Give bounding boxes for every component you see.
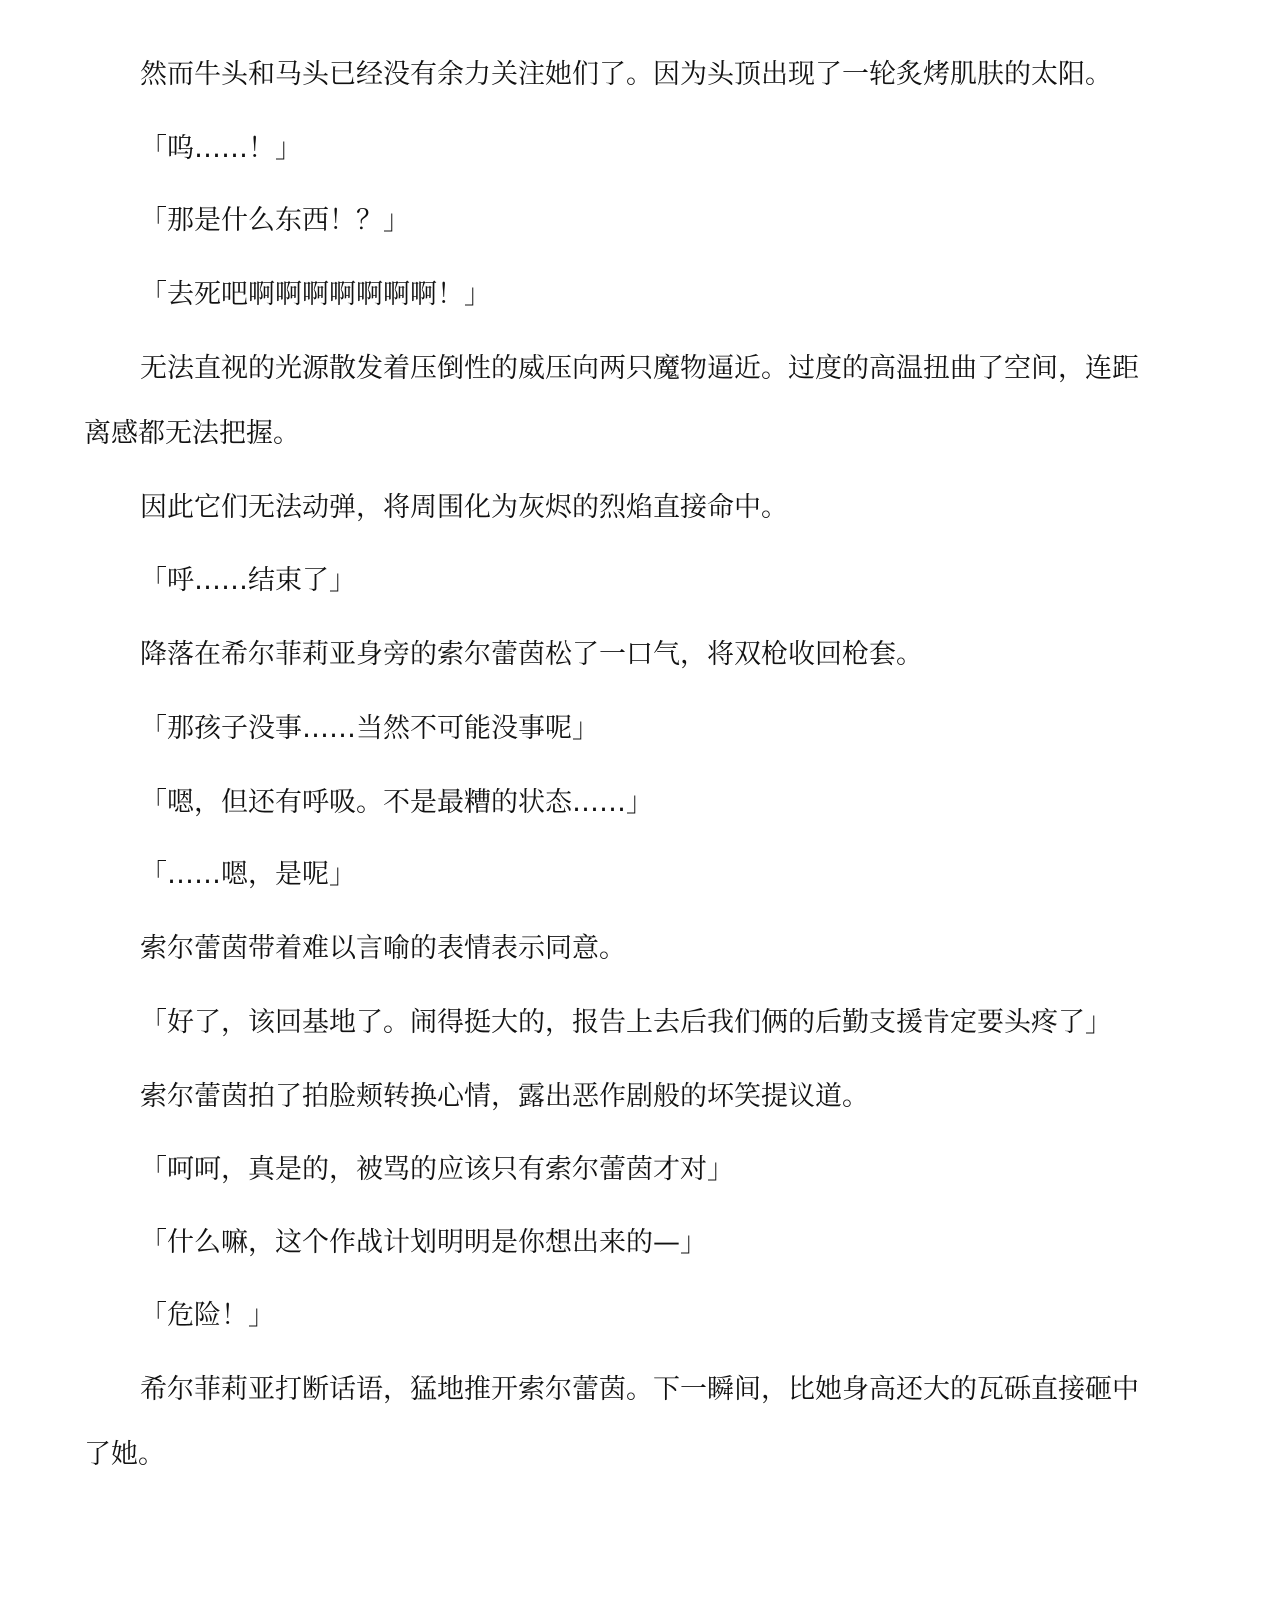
dialogue-line: 「呵呵，真是的，被骂的应该只有索尔蕾茵才对」 xyxy=(140,1154,734,1185)
paragraph-line: 索尔蕾茵拍了拍脸颊转换心情，露出恶作剧般的坏笑提议道。 xyxy=(140,1081,869,1112)
dialogue-line: 「危险！」 xyxy=(140,1300,275,1331)
paragraph-line: 降落在希尔菲莉亚身旁的索尔蕾茵松了一口气，将双枪收回枪套。 xyxy=(140,639,923,670)
dialogue-line: 「什么嘛，这个作战计划明明是你想出来的—」 xyxy=(140,1227,707,1258)
paragraph-line: 希尔菲莉亚打断话语，猛地推开索尔蕾茵。下一瞬间，比她身高还大的瓦砾直接砸中 xyxy=(140,1374,1139,1405)
dialogue-line: 「嗯，但还有呼吸。不是最糟的状态……」 xyxy=(140,787,653,818)
dialogue-line: 「呼……结束了」 xyxy=(140,565,356,596)
dialogue-line: 「……嗯，是呢」 xyxy=(140,859,356,890)
dialogue-line: 「那是什么东西！？」 xyxy=(140,205,410,236)
dialogue-line: 「去死吧啊啊啊啊啊啊啊！」 xyxy=(140,279,491,310)
paragraph-line: 然而牛头和马头已经没有余力关注她们了。因为头顶出现了一轮炙烤肌肤的太阳。 xyxy=(140,59,1112,90)
paragraph-line: 无法直视的光源散发着压倒性的威压向两只魔物逼近。过度的高温扭曲了空间，连距 xyxy=(140,353,1139,384)
paragraph-line: 因此它们无法动弹，将周围化为灰烬的烈焰直接命中。 xyxy=(140,492,788,523)
paragraph-line: 了她。 xyxy=(84,1439,165,1470)
dialogue-line: 「那孩子没事……当然不可能没事呢」 xyxy=(140,713,599,744)
paragraph-line: 离感都无法把握。 xyxy=(84,418,300,449)
dialogue-line: 「呜……！」 xyxy=(140,133,302,164)
paragraph-line: 索尔蕾茵带着难以言喻的表情表示同意。 xyxy=(140,933,626,964)
dialogue-line: 「好了，该回基地了。闹得挺大的，报告上去后我们俩的后勤支援肯定要头疼了」 xyxy=(140,1007,1112,1038)
